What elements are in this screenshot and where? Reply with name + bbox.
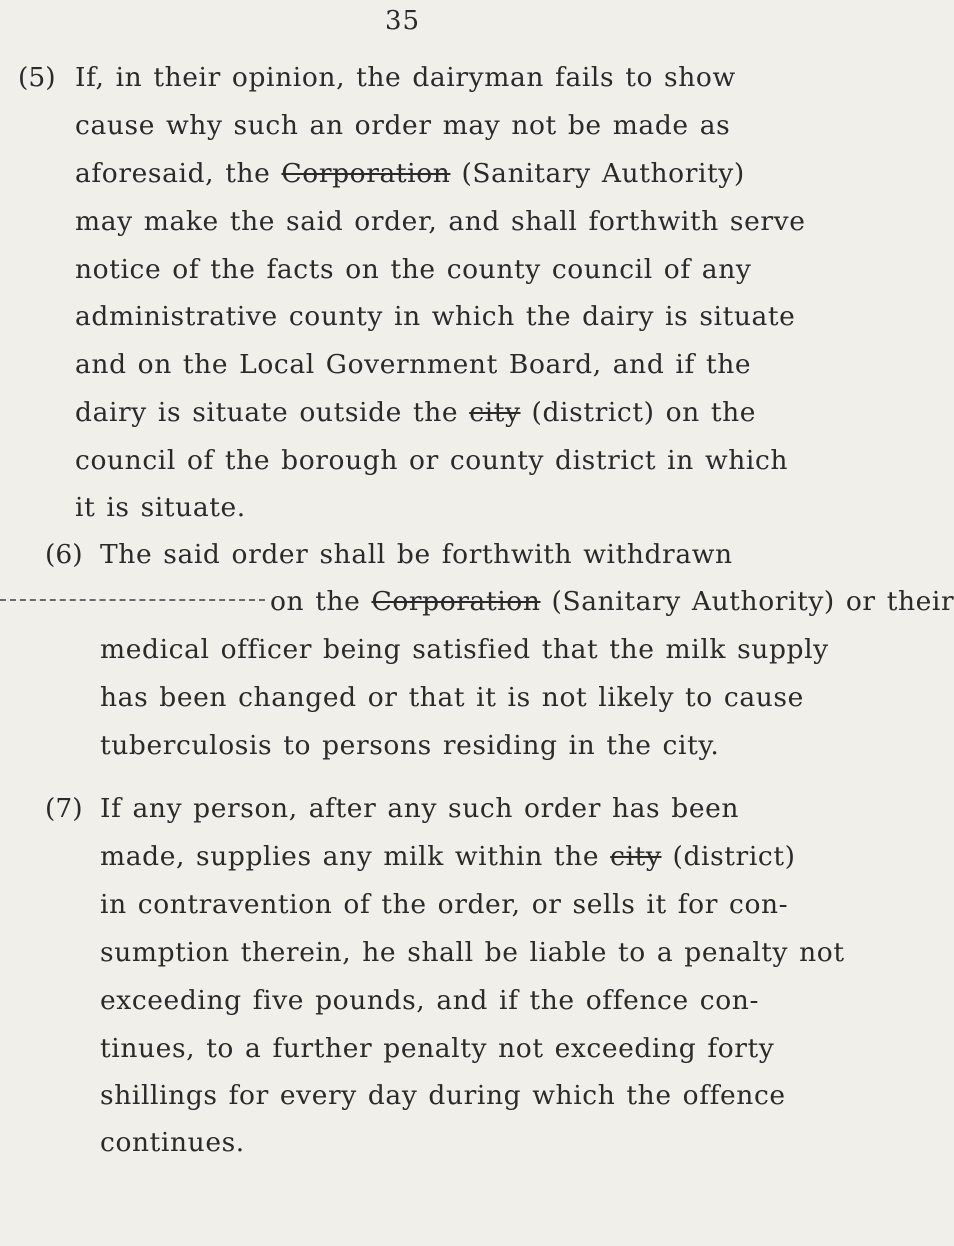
text-line: If, in their opinion, the dairyman fails to show [75, 62, 736, 93]
text-line: sumption therein, he shall be liable to a penalty not [100, 937, 845, 968]
text-line: in contravention of the order, or sells it for con- [100, 889, 789, 920]
text-line: If any person, after any such order has been [100, 793, 740, 824]
struck-word: Corporation [371, 586, 541, 617]
text-line: tuberculosis to persons residing in the city. [100, 730, 720, 761]
text-line: tinues, to a further penalty not exceeding forty [100, 1033, 775, 1064]
text-line: council of the borough or county district in which [75, 445, 789, 476]
paragraph-number: (5) [18, 62, 56, 93]
paragraph-number: (6) [45, 539, 83, 570]
text-line: has been changed or that it is not likely to cause [100, 682, 804, 713]
paragraph-number: (7) [45, 793, 83, 824]
text-line: made, supplies any milk within the city (district) [100, 841, 796, 872]
page-number: 35 [385, 6, 421, 36]
text-line: and on the Local Government Board, and if the [75, 349, 752, 380]
text-line: may make the said order, and shall forthwith serve [75, 206, 806, 237]
text-line: shillings for every day during which the offence [100, 1080, 786, 1111]
text-line: aforesaid, the Corporation (Sanitary Authority) [75, 158, 745, 189]
struck-word: Corporation [281, 158, 451, 189]
text-line: it is situate. [75, 492, 246, 523]
text-line: The said order shall be forthwith withdrawn [100, 539, 733, 570]
text-line: continues. [100, 1127, 245, 1158]
struck-word: city [610, 841, 662, 872]
text-line: on the Corporation (Sanitary Authority) or their [270, 586, 954, 617]
text-line: notice of the facts on the county council of any [75, 254, 752, 285]
margin-dashes [0, 599, 265, 601]
struck-word: city [469, 397, 521, 428]
text-line: cause why such an order may not be made as [75, 110, 731, 141]
text-line: dairy is situate outside the city (district) on the [75, 397, 757, 428]
text-line: administrative county in which the dairy is situate [75, 301, 796, 332]
text-line: medical officer being satisfied that the milk supply [100, 634, 829, 665]
text-line: exceeding five pounds, and if the offence con- [100, 985, 760, 1016]
